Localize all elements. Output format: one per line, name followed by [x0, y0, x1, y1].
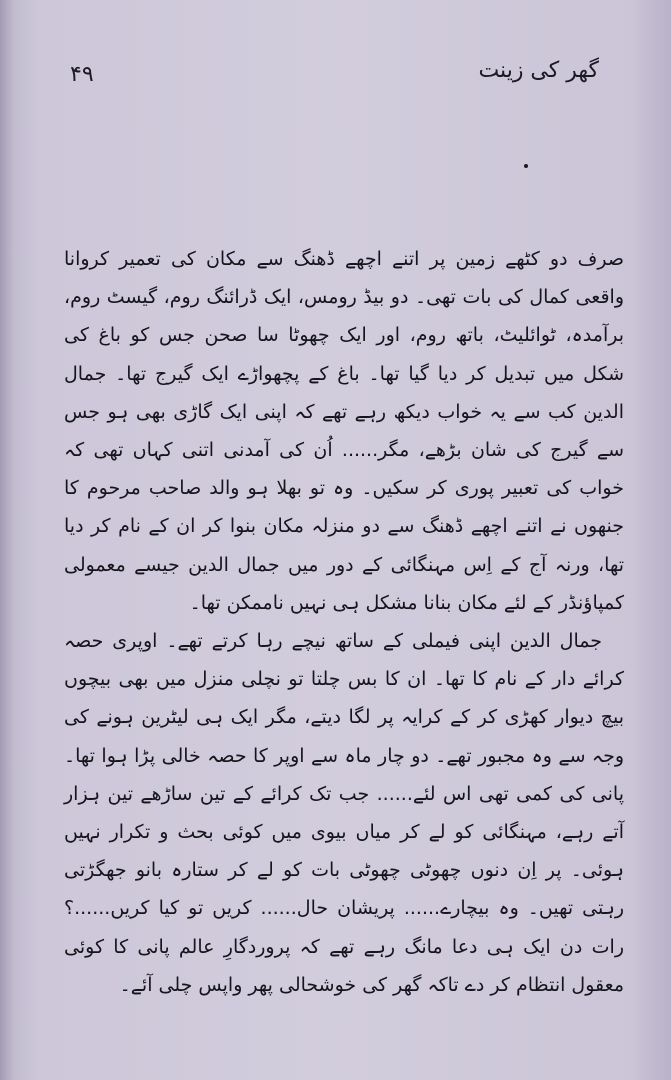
body-text — [64, 240, 624, 1004]
paragraph: صرف دو کٹھے زمین پر اتنے اچھے ڈھنگ سے مکان کی تعمیر کروانا واقعی کمال کی بات تھی۔ دو بیڈ رومس، ایک ڈرائنگ روم، گیسٹ روم، برآمدہ، ٹوائلیٹ، باتھ روم، اور ایک چھوٹا سا صحن جس کو باغ کی شکل میں تبدیل کر دیا گیا تھا۔ باغ کے پچھواڑے ایک گیرج تھا۔ جمال الدین کب سے یہ خواب دیکھ رہے تھے کہ اپنی ایک گاڑی بھی ہو جس سے گیرج کی شان بڑھے، مگر...... اُن کی آمدنی اتنی کہاں تھی کہ خواب کی تعبیر پوری کر سکیں۔ وہ تو بھلا ہو والد صاحب مرحوم کا جنھوں نے اتنے اچھے ڈھنگ سے دو منزلہ مکان بنوا کر ان کے نام کر دیا تھا، ورنہ آج کے اِس مہنگائی کے دور میں جمال الدین جیسے معمولی کمپاؤنڈر کے لئے مکان بنانا مشکل ہی نہیں ناممکن تھا۔ — [64, 248, 624, 614]
page-edge-shadow — [0, 0, 14, 1080]
running-head: گھر کی زینت — [478, 58, 599, 83]
show-through-text — [90, 100, 530, 250]
ink-speck — [524, 164, 528, 168]
paragraph: جمال الدین اپنی فیملی کے ساتھ نیچے رہا کرتے تھے۔ اوپری حصہ کرائے دار کے نام کا تھا۔ ان کا بس چلتا تو نچلی منزل میں بھی بیچوں بیچ دیوار کھڑی کر کے کرایہ پر لگا دیتے، مگر ایک ہی لیٹرین ہونے کی وجہ سے وہ مجبور تھے۔ دو چار ماہ سے اوپر کا حصہ خالی پڑا ہوا تھا۔ پانی کی کمی تھی اس لئے...... جب تک کرائے کے تین ساڑھے تین ہزار آتے رہے، مہنگائی کو لے کر میاں بیوی میں کوئی بحث و تکرار نہیں ہوئی۔ پر اِن دنوں چھوٹی چھوٹی بات کو لے کر ستارہ بانو جھگڑتی رہتی تھیں۔ وہ بیچارے...... پریشان حال...... کریں تو کیا کریں......؟ رات دن ایک ہی دعا مانگ رہے تھے کہ پروردگارِ عالم پانی کا کوئی معقول انتظام کر دے تاکہ گھر کی خوشحالی پھر واپس چلی آئے۔ — [64, 630, 624, 996]
page-number: ۴۹ — [70, 62, 94, 87]
